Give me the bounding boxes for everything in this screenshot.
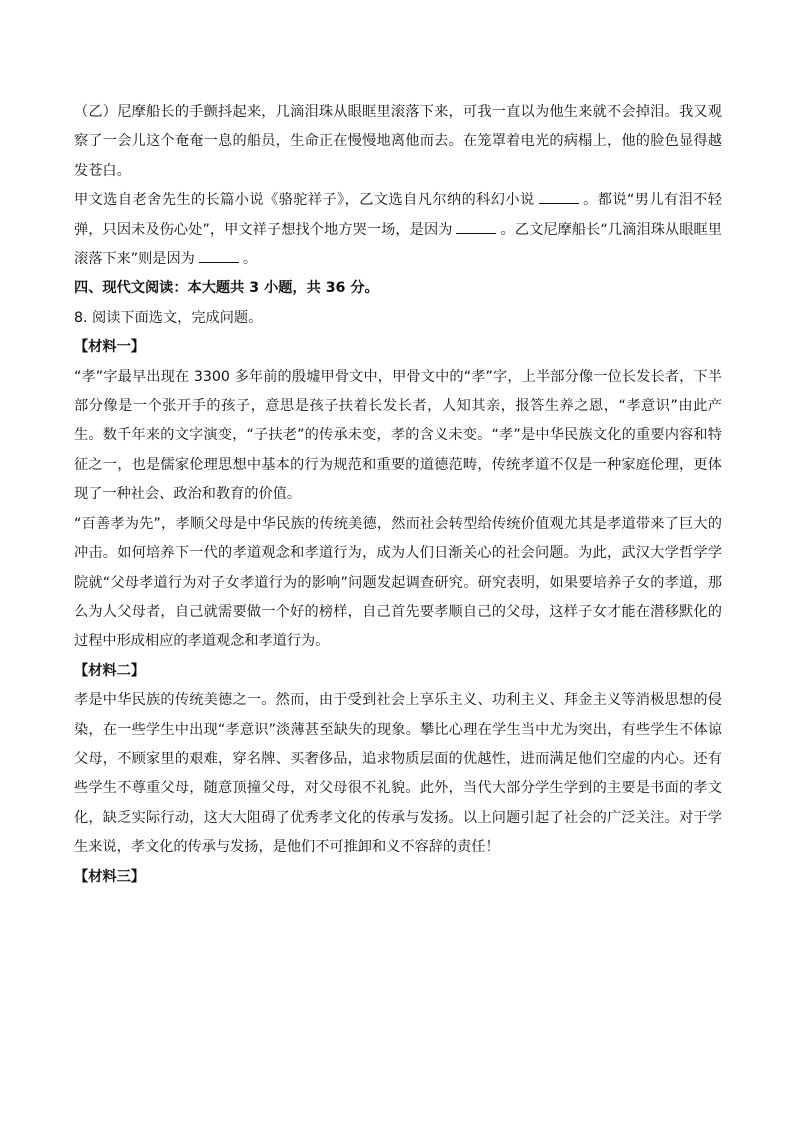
material-2-label: 【材料二】: [74, 662, 145, 679]
answer-blank-1[interactable]: [539, 189, 579, 204]
question-7: [74, 186, 722, 274]
document-page: [74, 98, 722, 892]
question-7-part3: 。乙文尼摩船长“几滴泪珠从眼眶里滚落下来”则是因为: [74, 221, 722, 268]
material-1-label: 【材料一】: [74, 339, 145, 356]
question-8-instruction: 8. 阅读下面选文，完成问题。: [74, 309, 263, 326]
answer-blank-2[interactable]: [456, 219, 496, 234]
section-heading: 四、现代文阅读：本大题共 3 小题，共 36 分。: [74, 280, 379, 297]
material-1-paragraph-1: “孝”字最早出现在 3300 多年前的殷墟甲骨文中，甲骨文中的“孝”字，上半部分像一位长发长者，下半部分像是一个张开手的孩子，意思是孩子扶着长发长者，人知其亲，报答生养之恩，“孝意识”由此产生。数千年来的文字演变，“子扶老”的传承未变，孝的含义未变。“孝”是中华民族文化的重要内容和特征之一，也是儒家伦理思想中基本的行为规范和重要的道德范畴，传统孝道不仅是一种家庭伦理，更体现了一种社会、政治和教育的价值。: [74, 368, 722, 503]
question-7-part1: 甲文选自老舍先生的长篇小说《骆驼祥子》，乙文选自凡尔纳的科幻小说: [74, 192, 535, 209]
material-3-label: 【材料三】: [74, 868, 145, 885]
passage-yi: （乙）尼摩船长的手颤抖起来，几滴泪珠从眼眶里滚落下来，可我一直以为他生来就不会掉泪。我又观察了一会儿这个奄奄一息的船员，生命正在慢慢地离他而去。在笼罩着电光的病榻上，他的脸色显得越发苍白。: [74, 104, 722, 179]
answer-blank-3[interactable]: [199, 248, 239, 263]
material-2-paragraph-1: 孝是中华民族的传统美德之一。然而，由于受到社会上享乐主义、功利主义、拜金主义等消极思想的侵染，在一些学生中出现“孝意识”淡薄甚至缺失的现象。攀比心理在学生当中尤为突出，有些学生不体谅父母，不顾家里的艰难，穿名牌、买奢侈品，追求物质层面的优越性，进而满足他们空虚的内心。还有些学生不尊重父母，随意顶撞父母，对父母很不礼貌。此外，当代大部分学生学到的主要是书面的孝文化，缺乏实际行动，这大大阻碍了优秀孝文化的传承与发扬。以上问题引起了社会的广泛关注。对于学生来说，孝文化的传承与发扬，是他们不可推卸和义不容辞的责任！: [74, 692, 722, 856]
question-7-part2: 。都说“男儿有泪不轻弹，只因未及伤心处”，甲文祥子想找个地方哭一场，是因为: [74, 192, 722, 238]
question-7-part4: 。: [242, 251, 258, 268]
material-1-paragraph-2: “百善孝为先”，孝顺父母是中华民族的传统美德，然而社会转型给传统价值观尤其是孝道带来了巨大的冲击。如何培养下一代的孝道观念和孝道行为，成为人们日渐关心的社会问题。为此，武汉大学哲学学院就“父母孝道行为对子女孝道行为的影响”问题发起调查研究。研究表明，如果要培养子女的孝道，那么为人父母者，自己就需要做一个好的榜样，自己首先要孝顺自己的父母，这样子女才能在潜移默化的过程中形成相应的孝道观念和孝道行为。: [74, 515, 722, 650]
